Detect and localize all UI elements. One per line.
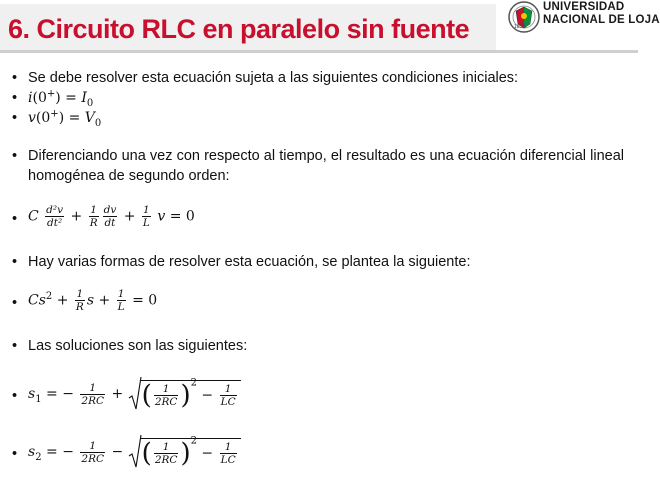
- numerator: 1: [117, 288, 125, 300]
- list-item-text: Las soluciones son las siguientes:: [28, 338, 248, 354]
- eq-symbol: 1: [35, 393, 42, 405]
- eq-symbol: +: [123, 208, 136, 225]
- eq-symbol: = −: [46, 386, 74, 402]
- eq-symbol: ): [58, 110, 65, 126]
- numerator: 1: [89, 381, 97, 394]
- denominator: LC: [220, 396, 236, 408]
- fraction: [103, 204, 118, 229]
- eq-symbol: I: [81, 90, 87, 106]
- bullet: •: [12, 254, 18, 270]
- bullet: •: [12, 446, 18, 462]
- eq-symbol: −: [111, 444, 124, 460]
- denominator: 2RC: [154, 396, 178, 408]
- eq-symbol: +: [50, 108, 59, 120]
- fraction: [154, 383, 179, 408]
- numerator: 1: [224, 383, 232, 395]
- eq-symbol: = 0: [169, 208, 195, 225]
- eq-symbol: v: [28, 110, 36, 126]
- bullet: •: [12, 295, 18, 311]
- numerator: 1: [90, 204, 97, 216]
- eq-symbol: ): [55, 90, 61, 106]
- fraction: [45, 204, 64, 229]
- denominator: L: [142, 217, 150, 229]
- eq-symbol: 2: [190, 377, 197, 389]
- eq-symbol: s: [28, 444, 36, 460]
- eq-symbol: s: [38, 292, 46, 309]
- equation-differential: [12, 204, 624, 234]
- numerator: d²v: [46, 204, 64, 216]
- eq-symbol: +: [70, 208, 83, 225]
- eq-symbol: s: [28, 386, 36, 402]
- fraction: [80, 440, 105, 465]
- list-item-text: Diferenciando una vez con respecto al tiempo, el resultado es una ecuación diferencial lineal homogénea de segundo orden:: [28, 148, 624, 184]
- denominator: dt: [104, 217, 116, 229]
- bullet: •: [12, 388, 18, 404]
- eq-symbol: v: [157, 208, 166, 225]
- denominator: R: [75, 301, 84, 313]
- logo-year: 1859: [514, 24, 526, 30]
- numerator: 1: [162, 441, 170, 453]
- denominator: 2RC: [81, 452, 105, 465]
- fraction: [80, 382, 105, 407]
- fraction: [220, 383, 237, 408]
- fraction: [89, 204, 99, 229]
- eq-symbol: −: [201, 387, 214, 404]
- eq-symbol: = 0: [132, 292, 158, 309]
- denominator: dt²: [47, 217, 63, 229]
- eq-symbol: 2: [35, 451, 42, 463]
- fraction: [142, 204, 151, 229]
- equation-root-s2: [12, 430, 624, 474]
- numerator: 1: [89, 439, 97, 452]
- eq-symbol: 2: [45, 290, 53, 302]
- numerator: dv: [103, 204, 117, 216]
- eq-symbol: +: [56, 292, 69, 309]
- eq-symbol: V: [84, 110, 95, 126]
- numerator: 1: [224, 441, 232, 453]
- fraction: [220, 441, 237, 466]
- fraction: [154, 441, 179, 466]
- eq-symbol: =: [68, 110, 81, 126]
- bullet: •: [12, 211, 18, 227]
- equation-root-s1: [12, 372, 624, 416]
- university-name: [543, 1, 660, 27]
- eq-symbol: +: [98, 292, 111, 309]
- eq-symbol: +: [111, 386, 124, 402]
- eq-symbol: i: [28, 90, 33, 106]
- fraction: [75, 288, 85, 313]
- eq-symbol: (0: [35, 110, 51, 126]
- eq-symbol: 2: [190, 435, 197, 447]
- equation-characteristic: [12, 288, 624, 318]
- denominator: L: [117, 301, 125, 313]
- denominator: LC: [220, 454, 236, 466]
- university-name-line1: UNIVERSIDAD: [543, 1, 625, 13]
- bullet: •: [12, 148, 18, 164]
- denominator: R: [89, 217, 98, 229]
- university-name-line2: NACIONAL DE LOJA: [543, 14, 660, 26]
- denominator: 2RC: [81, 394, 105, 407]
- bullet: •: [12, 338, 18, 354]
- list-item-text: Hay varias formas de resolver esta ecuación, se plantea la siguiente:: [28, 254, 471, 270]
- eq-symbol: −: [201, 445, 214, 462]
- slide-title: 6. Circuito RLC en paralelo sin fuente: [8, 14, 470, 44]
- eq-symbol: C: [28, 292, 39, 309]
- eq-symbol: 0: [94, 117, 102, 129]
- eq-symbol: =: [65, 90, 77, 106]
- bullet: •: [12, 90, 18, 106]
- square-root: ( $\frac{1}{2RC}$ )$^2$ − $\frac{1}{LC}$: [128, 376, 241, 412]
- eq-symbol: +: [46, 88, 56, 100]
- numerator: 1: [76, 288, 84, 300]
- eq-symbol: (0: [32, 90, 47, 106]
- denominator: 2RC: [154, 454, 178, 466]
- eq-symbol: = −: [46, 444, 74, 460]
- square-root: ( $\frac{1}{2RC}$ )$^2$ − $\frac{1}{LC}$: [128, 434, 241, 470]
- eq-symbol: C: [28, 208, 39, 225]
- eq-symbol: 0: [86, 97, 94, 109]
- bullet: •: [12, 110, 18, 126]
- numerator: 1: [143, 204, 150, 216]
- fraction: [117, 288, 126, 313]
- header-rule: [0, 50, 638, 53]
- bullet: •: [12, 70, 18, 86]
- list-item-text: Se debe resolver esta ecuación sujeta a las siguientes condiciones iniciales:: [28, 70, 519, 86]
- numerator: 1: [162, 383, 170, 395]
- eq-symbol: s: [86, 292, 95, 309]
